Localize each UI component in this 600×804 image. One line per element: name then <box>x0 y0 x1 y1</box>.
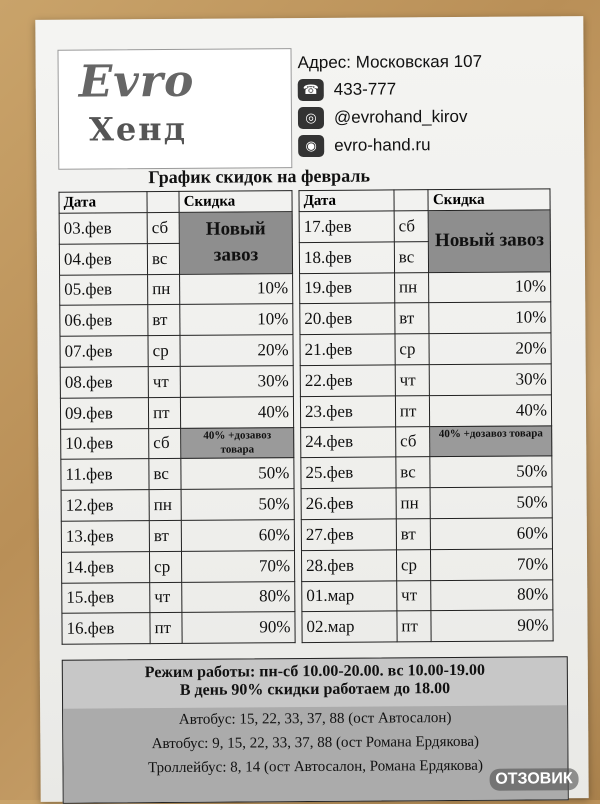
table-row <box>299 210 550 243</box>
website: evro-hand.ru <box>334 135 431 155</box>
date-cell: 24.фев <box>301 426 396 457</box>
date-header: Дата <box>299 190 394 212</box>
day-cell: ср <box>148 336 180 367</box>
date-cell: 26.фев <box>301 488 396 519</box>
extra-delivery-cell: 40% +дозавоз товара <box>430 425 552 457</box>
date-cell: 07.фев <box>60 336 148 367</box>
day-cell: сб <box>147 212 179 243</box>
day-cell: вс <box>149 459 181 490</box>
date-cell: 02.мар <box>302 611 397 642</box>
day-cell: пн <box>149 490 181 521</box>
website-row <box>298 130 560 160</box>
address: Адрес: Московская 107 <box>297 51 483 73</box>
day-cell: ср <box>150 551 182 582</box>
day-cell: вт <box>149 520 181 551</box>
table-row <box>61 520 294 552</box>
discount-cell: 20% <box>429 333 551 365</box>
day-cell: вт <box>148 305 180 336</box>
table-row <box>59 212 292 244</box>
discount-header: Скидка <box>179 191 292 213</box>
discount-cell: 70% <box>431 549 553 581</box>
table-row <box>60 273 293 305</box>
contacts <box>297 48 560 160</box>
watermark: ОТЗОВИК <box>489 768 578 791</box>
phone-icon: ☎ <box>298 79 324 101</box>
right-table <box>298 188 553 643</box>
day-cell: вс <box>394 241 429 272</box>
discount-cell: 10% <box>429 302 551 334</box>
new-delivery-cell: Новый завоз <box>179 212 292 274</box>
table-row <box>60 366 293 398</box>
day-cell: вт <box>395 303 430 334</box>
date-cell: 11.фев <box>61 459 149 490</box>
table-row <box>300 364 551 397</box>
day-header <box>147 191 179 212</box>
table-row <box>60 396 293 428</box>
phone-number: 433-777 <box>333 79 397 99</box>
date-cell: 10.фев <box>61 428 149 459</box>
date-cell: 25.фев <box>301 457 396 488</box>
date-cell: 21.фев <box>300 334 395 365</box>
discount-cell: 80% <box>182 581 295 613</box>
day-cell: вт <box>396 519 431 550</box>
phone-row <box>298 74 560 104</box>
discount-cell: 50% <box>430 456 552 488</box>
logo <box>57 48 292 170</box>
instagram-handle: @evrohand_kirov <box>333 106 468 127</box>
table-row <box>302 579 553 612</box>
instagram-row <box>298 102 560 132</box>
discount-cell: 30% <box>180 366 293 398</box>
working-hours: Режим работы: пн-сб 10.00-20.00. вс 10.00-19.00 <box>144 661 485 682</box>
extra-delivery-cell: 40% +дозавоз товара <box>181 427 294 459</box>
discount-cell: 50% <box>181 489 294 521</box>
day-cell: пт <box>397 611 432 642</box>
table-row <box>62 612 295 644</box>
flyer <box>35 16 588 802</box>
date-cell: 03.фев <box>59 213 147 244</box>
date-cell: 19.фев <box>300 273 395 304</box>
day-cell: чт <box>150 582 182 613</box>
table-row <box>301 487 552 520</box>
date-cell: 20.фев <box>300 303 395 334</box>
discount-cell: 80% <box>431 579 553 611</box>
discount-cell: 70% <box>182 550 295 582</box>
day-cell: сб <box>149 428 181 459</box>
date-cell: 22.фев <box>300 365 395 396</box>
date-cell: 15.фев <box>62 582 150 613</box>
table-row <box>300 333 551 366</box>
table-row <box>61 489 294 521</box>
day-cell: пн <box>396 488 431 519</box>
date-cell: 04.фев <box>59 243 147 274</box>
table-header <box>299 189 550 212</box>
logo-bottom-text: Хенд <box>88 109 188 149</box>
table-row <box>62 581 295 613</box>
discount-cell: 40% <box>430 395 552 427</box>
table-row <box>301 456 552 489</box>
date-cell: 23.фев <box>300 396 395 427</box>
discount-cell: 60% <box>181 520 294 552</box>
date-cell: 01.мар <box>302 580 397 611</box>
day-cell: чт <box>148 366 180 397</box>
date-cell: 18.фев <box>299 242 394 273</box>
date-header: Дата <box>59 192 147 214</box>
table-row <box>301 549 552 582</box>
table-header <box>59 191 292 214</box>
date-cell: 12.фев <box>61 490 149 521</box>
logo-top-text: Evro <box>78 55 195 108</box>
note: В день 90% скидки работаем до 18.00 <box>179 680 451 699</box>
day-cell: пт <box>148 397 180 428</box>
day-header <box>394 190 429 211</box>
instagram-icon: ◎ <box>298 107 324 129</box>
www-icon: ◉ <box>298 135 324 157</box>
discount-cell: 10% <box>180 304 293 336</box>
date-cell: 17.фев <box>299 211 394 242</box>
day-cell: ср <box>396 549 431 580</box>
date-cell: 05.фев <box>60 274 148 305</box>
date-cell: 16.фев <box>62 613 150 644</box>
left-table <box>58 190 295 645</box>
day-cell: чт <box>395 365 430 396</box>
new-delivery-cell: Новый завоз <box>429 210 551 272</box>
table-row <box>300 302 551 335</box>
date-cell: 27.фев <box>301 519 396 550</box>
transport-line: Троллейбус: 8, 14 (ост Автосалон, Романа Ердякова) <box>147 757 484 777</box>
date-cell: 09.фев <box>60 397 148 428</box>
discount-cell: 60% <box>431 518 553 550</box>
table-row <box>300 271 551 304</box>
day-cell: вс <box>396 457 431 488</box>
discount-header: Скидка <box>428 189 550 211</box>
date-cell: 08.фев <box>60 367 148 398</box>
discount-cell: 90% <box>182 612 295 644</box>
day-cell: ср <box>395 334 430 365</box>
discount-cell: 10% <box>180 273 293 305</box>
transport-line: Автобус: 9, 15, 22, 33, 37, 88 (ост Романа Ердякова) <box>151 733 480 753</box>
table-row <box>301 518 552 551</box>
day-cell: пт <box>395 395 430 426</box>
discount-cell: 50% <box>181 458 294 490</box>
discount-cell: 20% <box>180 335 293 367</box>
discount-cell: 90% <box>431 610 553 642</box>
flyer-content <box>57 46 557 777</box>
table-row <box>61 427 294 459</box>
discount-cell: 50% <box>430 487 552 519</box>
discount-cell: 40% <box>181 396 294 428</box>
table-row <box>61 550 294 582</box>
table-row <box>60 304 293 336</box>
schedule-title: График скидок на февраль <box>148 165 371 188</box>
table-row <box>60 335 293 367</box>
table-row <box>61 458 294 490</box>
date-cell: 28.фев <box>301 550 396 581</box>
day-cell: сб <box>394 211 429 242</box>
table-row <box>301 425 552 458</box>
transport-line: Автобус: 15, 22, 33, 37, 88 (ост Автосалон) <box>178 710 452 728</box>
date-cell: 13.фев <box>61 521 149 552</box>
date-cell: 14.фев <box>61 551 149 582</box>
table-row <box>302 610 553 643</box>
day-cell: сб <box>395 426 430 457</box>
day-cell: вс <box>147 243 179 274</box>
discount-cell: 10% <box>429 271 551 303</box>
discount-cell: 30% <box>430 364 552 396</box>
day-cell: пн <box>394 272 429 303</box>
table-row <box>300 395 551 428</box>
day-cell: пн <box>148 274 180 305</box>
day-cell: чт <box>397 580 432 611</box>
day-cell: пт <box>150 613 182 644</box>
date-cell: 06.фев <box>60 305 148 336</box>
